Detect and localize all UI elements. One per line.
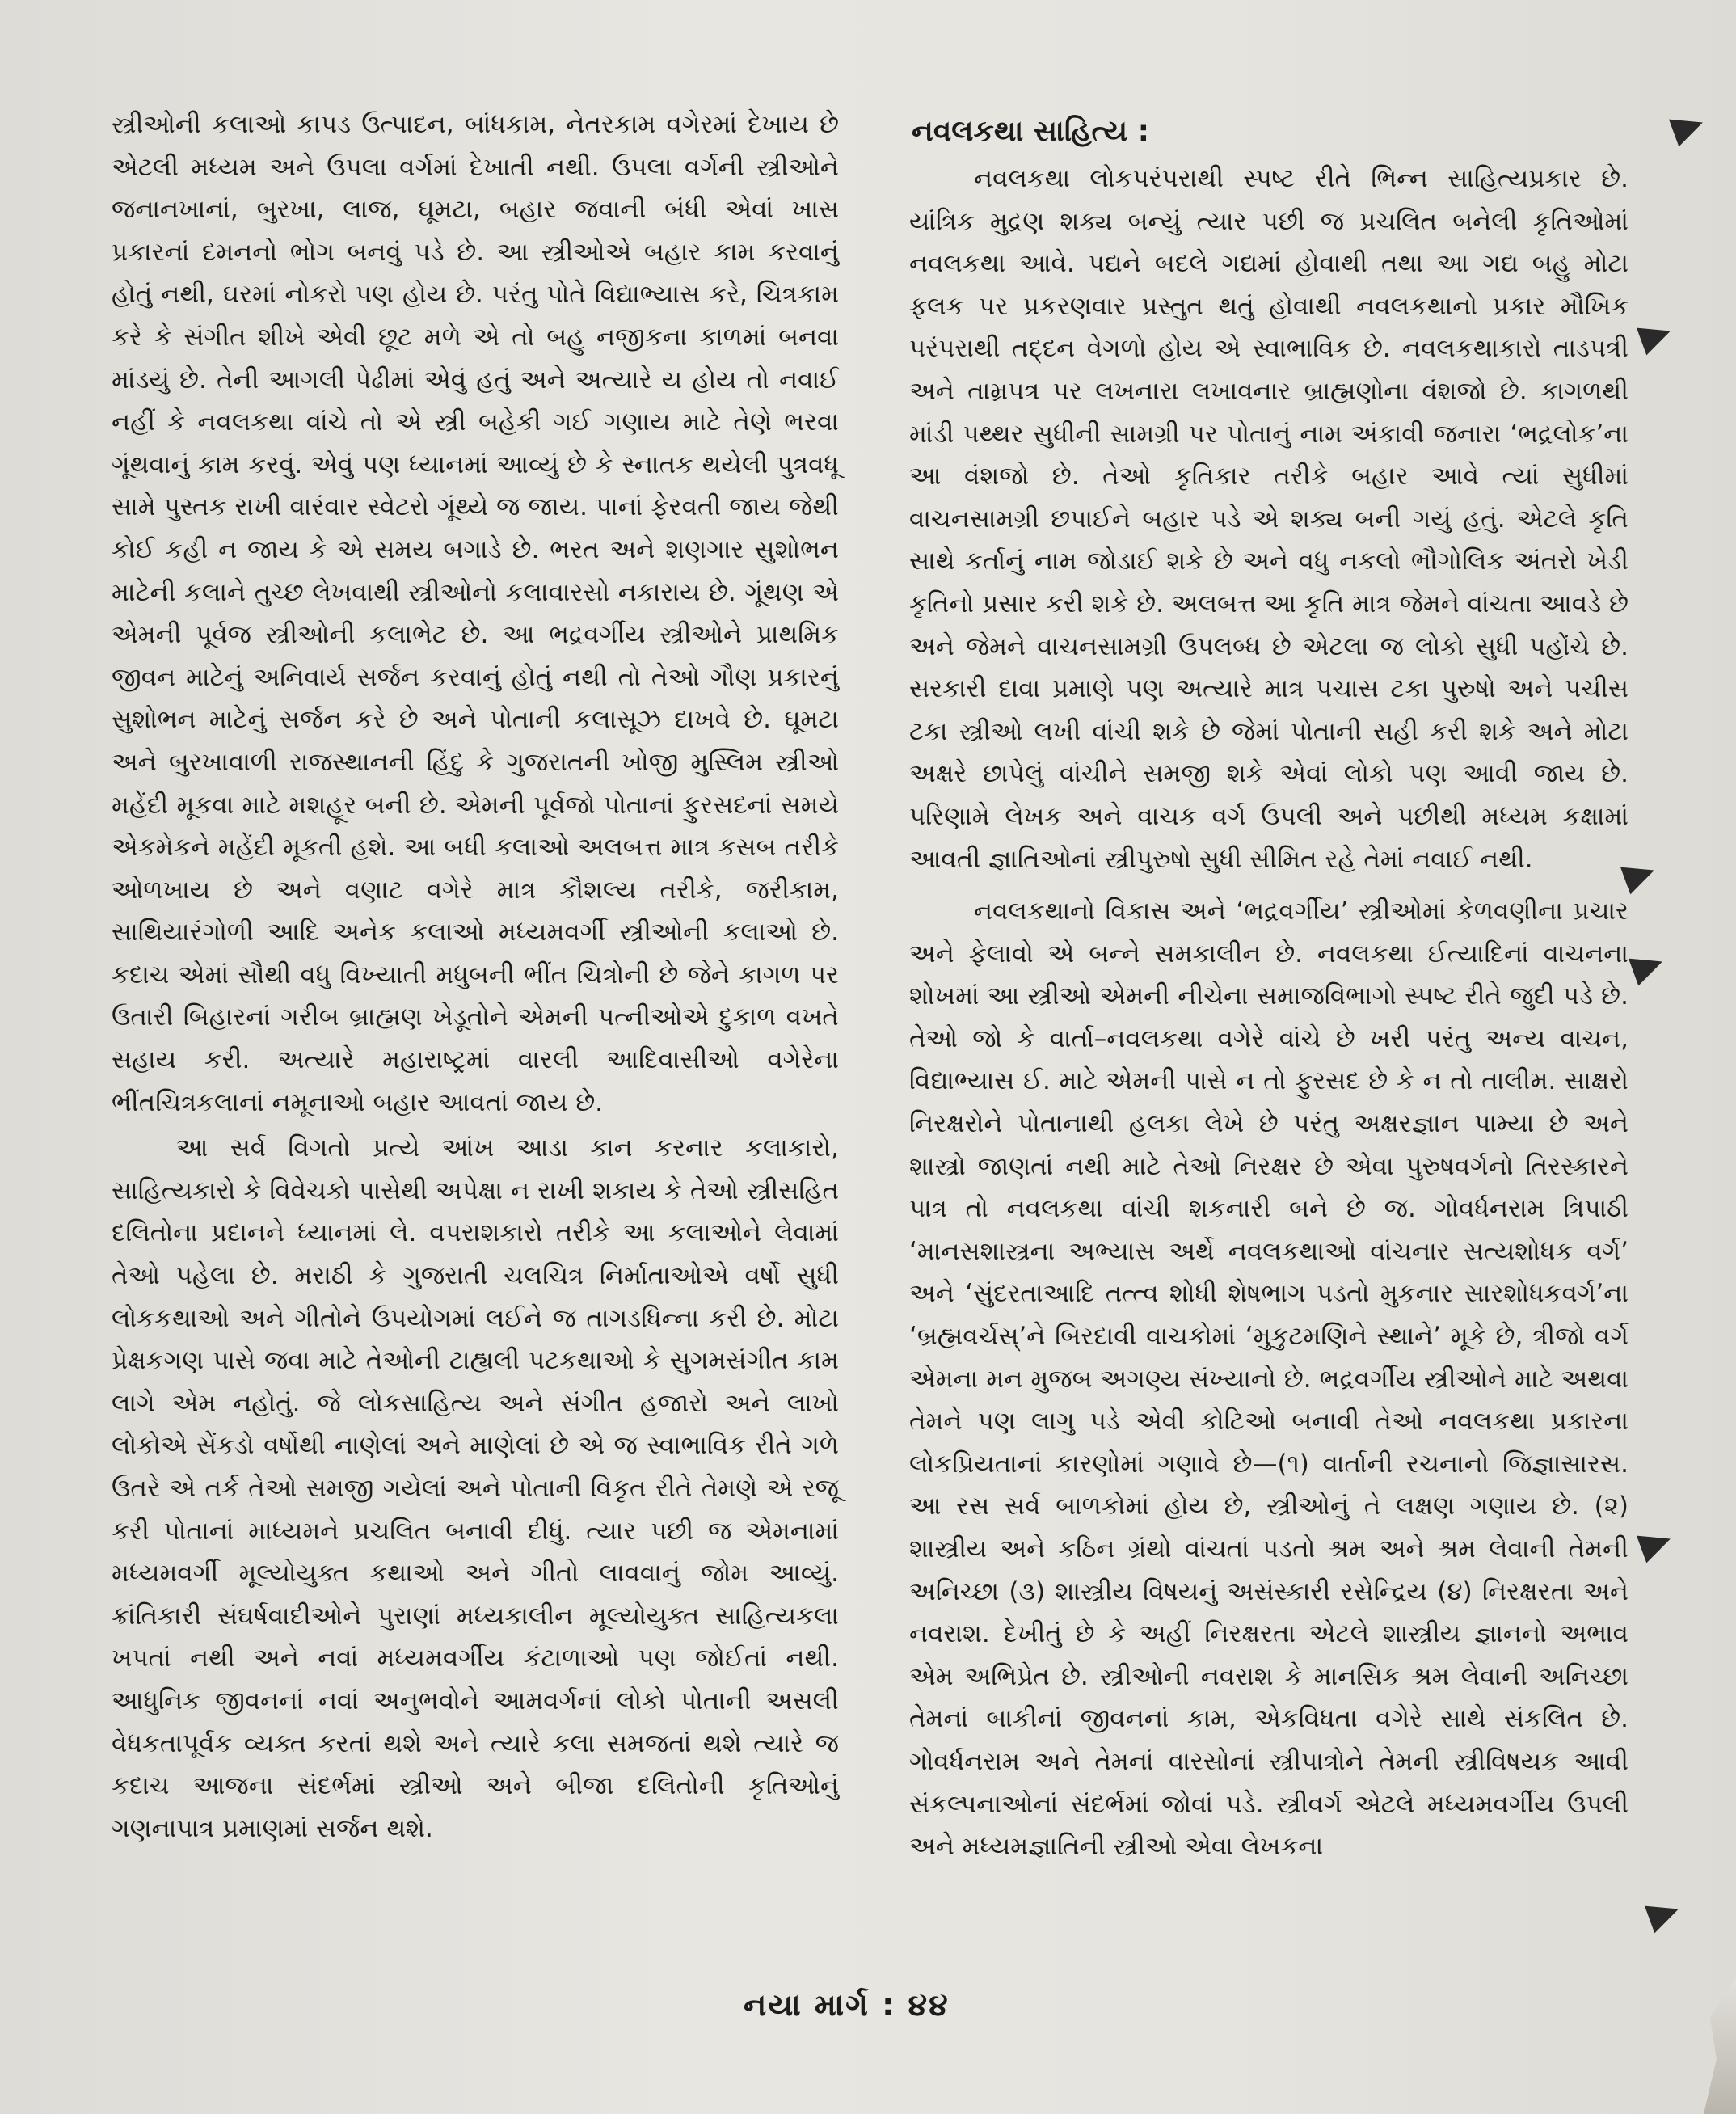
left-paragraph-2: આ સર્વ વિગતો પ્રત્યે આંખ આડા કાન કરનાર કલાકારો, સાહિત્યકારો કે વિવેચકો પાસેથી અપેક્ષા ન રાખી શકાય કે તેઓ સ્ત્રીસહિત દલિતોના પ્રદાનને ધ્યાનમાં લે. વપરાશકારો તરીકે આ કલાઓને લેવામાં તેઓ પહેલા છે. મરાઠી કે ગુજરાતી ચલચિત્ર નિર્માતાઓએ વર્ષો સુધી લોકકથાઓ અને ગીતોને ઉપયોગમાં લઈને જ તાગડધિન્ના કરી છે. મોટા પ્રેક્ષકગણ પાસે જવા માટે તેઓની ટાહ્યલી પટકથાઓ કે સુગમસંગીત કામ લાગે એમ નહોતું. જે લોકસાહિત્ય અને સંગીત હજારો અને લાખો લોકોએ સેંકડો વર્ષોથી નાણેલાં અને માણેલાં છે એ જ સ્વાભાવિક રીતે ગળે ઉતરે એ તર્ક તેઓ સમજી ગયેલાં અને પોતાની વિકૃત રીતે તેમણે એ રજૂ કરી પોતાનાં માધ્યમને પ્રચલિત બનાવી દીધું. ત્યાર પછી જ એમનામાં મધ્યમવર્ગી મૂલ્યોયુક્ત કથાઓ અને ગીતો લાવવાનું જોમ આવ્યું. ક્રાંતિકારી સંઘર્ષવાદીઓને પુરાણાં મધ્યકાલીન મૂલ્યોયુક્ત સાહિત્યકલા ખપતાં નથી અને નવાં મધ્યમવર્ગીય કંટાળાઓ પણ જોઈતાં નથી. આધુનિક જીવનનાં નવાં અનુભવોને આમવર્ગનાં લોકો પોતાની અસલી વેધકતાપૂર્વક વ્યક્ત કરતાં થશે અને ત્યારે કલા સમજતાં થશે ત્યારે જ કદાચ આજના સંદર્ભમાં સ્ત્રીઓ અને બીજા દલિતોની કૃતિઓનું ગણનાપાત્ર પ્રમાણમાં સર્જન થશે. [112, 1133, 839, 1843]
section-heading: નવલકથા સાહિત્ય : [912, 115, 1150, 148]
page-footer: નયા માર્ગ : ૪૪ [744, 1987, 950, 2023]
right-paragraph-2: નવલકથાનો વિકાસ અને ‘ભદ્રવર્ગીય’ સ્ત્રીઓમાં કેળવણીના પ્રચાર અને ફેલાવો એ બન્ને સમકાલીન છે. નવલકથા ઈત્યાદિનાં વાચનના શોખમાં આ સ્ત્રીઓ એમની નીચેના સમાજવિભાગો સ્પષ્ટ રીતે જુદી પડે છે. તેઓ જો કે વાર્તા–નવલકથા વગેરે વાંચે છે ખરી પરંતુ અન્ય વાચન, વિદ્યાભ્યાસ ઈ. માટે એમની પાસે ન તો ફુરસદ છે કે ન તો તાલીમ. સાક્ષરો નિરક્ષરોને પોતાનાથી હલકા લેખે છે પરંતુ અક્ષરજ્ઞાન પામ્યા છે અને શાસ્ત્રો જાણતાં નથી માટે તેઓ નિરક્ષર છે એવા પુરુષવર્ગનો તિરસ્કારને પાત્ર તો નવલકથા વાંચી શકનારી બને છે જ. ગોવર્ધનરામ ત્રિપાઠી ‘માનસશાસ્ત્રના અભ્યાસ અર્થે નવલકથાઓ વાંચનાર સત્યશોધક વર્ગ’ અને ‘સુંદરતાઆદિ તત્ત્વ શોધી શેષભાગ પડતો મુકનાર સારશોધકવર્ગ’ના ‘બ્રહ્મવર્ચસ્’ને બિરદાવી વાચકોમાં ‘મુકુટમણિને સ્થાને’ મૂકે છે, ત્રીજો વર્ગ એમના મન મુજબ અગણ્ય સંખ્યાનો છે. ભદ્રવર્ગીય સ્ત્રીઓને માટે અથવા તેમને પણ લાગુ પડે એવી કોટિઓ બનાવી તેઓ નવલકથા પ્રકારના લોકપ્રિયતાનાં કારણોમાં ગણાવે છે—(૧) વાર્તાની રચનાનો જિજ્ઞાસારસ. આ રસ સર્વ બાળકોમાં હોય છે, સ્ત્રીઓનું તે લક્ષણ ગણાય છે. (૨) શાસ્ત્રીય અને કઠિન ગ્રંથો વાંચતાં પડતો શ્રમ અને શ્રમ લેવાની તેમની અનિચ્છા (૩) શાસ્ત્રીય વિષયનું અસંસ્કારી રસેન્દ્રિય (૪) નિરક્ષરતા અને નવરાશ. દેખીતું છે કે અહીં નિરક્ષરતા એટલે શાસ્ત્રીય જ્ઞાનનો અભાવ એમ અભિપ્રેત છે. સ્ત્રીઓની નવરાશ કે માનસિક શ્રમ લેવાની અનિચ્છા તેમનાં બાકીનાં જીવનનાં કામ, એકવિધતા વગેરે સાથે સંકલિત છે. ગોવર્ધનરામ અને તેમનાં વારસોનાં સ્ત્રીપાત્રોને તેમની સ્ત્રીવિષયક આવી સંકલ્પનાઓનાં સંદર્ભમાં જોવાં પડે. સ્ત્રીવર્ગ એટલે મધ્યમવર્ગીય ઉપલી અને મધ્યમજ્ઞાતિની સ્ત્રીઓ એવા લેખકના [909, 897, 1629, 1862]
left-column [112, 103, 839, 1850]
punch-hole-mark [1669, 109, 1708, 147]
punch-hole-mark [1645, 1896, 1683, 1934]
punch-hole-mark [1629, 948, 1667, 986]
punch-hole-mark [1637, 318, 1675, 356]
left-paragraph-1: સ્ત્રીઓની કલાઓ કાપડ ઉત્પાદન, બાંધકામ, નેતરકામ વગેરમાં દેખાય છે એટલી મધ્યમ અને ઉપલા વર્ગમાં દેખાતી નથી. ઉપલા વર્ગની સ્ત્રીઓને જનાનખાનાં, બુરખા, લાજ, ઘૂમટા, બહાર જવાની બંધી એવાં ખાસ પ્રકારનાં દમનનો ભોગ બનવું પડે છે. આ સ્ત્રીઓએ બહાર કામ કરવાનું હોતું નથી, ઘરમાં નોકરો પણ હોય છે. પરંતુ પોતે વિદ્યાભ્યાસ કરે, ચિત્રકામ કરે કે સંગીત શીખે એવી છૂટ મળે એ તો બહુ નજીકના કાળમાં બનવા માંડયું છે. તેની આગલી પેઢીમાં એવું હતું અને અત્યારે ય હોય તો નવાઈ નહીં કે નવલકથા વાંચે તો એ સ્ત્રી બહેકી ગઈ ગણાય માટે તેણે ભરવા ગૂંથવાનું કામ કરવું. એવું પણ ધ્યાનમાં આવ્યું છે કે સ્નાતક થયેલી પુત્રવધૂ સામે પુસ્તક રાખી વારંવાર સ્વેટરો ગૂંથ્યે જ જાય. પાનાં ફેરવતી જાય જેથી કોઈ કહી ન જાય કે એ સમય બગાડે છે. ભરત અને શણગાર સુશોભન માટેની કલાને તુચ્છ લેખવાથી સ્ત્રીઓનો કલાવારસો નકારાય છે. ગૂંથણ એ એમની પૂર્વજ સ્ત્રીઓની કલાભેટ છે. આ ભદ્રવર્ગીય સ્ત્રીઓને પ્રાથમિક જીવન માટેનું અનિવાર્ય સર્જન કરવાનું હોતું નથી તો તેઓ ગૌણ પ્રકારનું સુશોભન માટેનું સર્જન કરે છે અને પોતાની કલાસૂઝ દાખવે છે. ઘૂમટા અને બુરખાવાળી રાજસ્થાનની હિંદુ કે ગુજરાતની ખોજી મુસ્લિમ સ્ત્રીઓ મહેંદી મૂકવા માટે મશહૂર બની છે. એમની પૂર્વજો પોતાનાં ફુરસદનાં સમયે એકમેકને મહેંદી મૂકતી હશે. આ બધી કલાઓ અલબત્ત માત્ર કસબ તરીકે ઓળખાય છે અને વણાટ વગેરે માત્ર કૌશલ્ય તરીકે, જરીકામ, સાથિયારંગોળી આદિ અનેક કલાઓ મધ્યમવર્ગી સ્ત્રીઓની કલાઓ છે. કદાચ એમાં સૌથી વધુ વિખ્યાતી મધુબની ભીંત ચિત્રોની છે જેને કાગળ પર ઉતારી બિહારનાં ગરીબ બ્રાહ્મણ ખેડૂતોને એમની પત્નીઓએ દુકાળ વખતે સહાય કરી. અત્યારે મહારાષ્ટ્રમાં વારલી આદિવાસીઓ વગેરેના ભીંતચિત્રકલાનાં નમૂનાઓ બહાર આવતાં જાય છે. [112, 110, 839, 1117]
right-paragraph-1: નવલકથા લોકપરંપરાથી સ્પષ્ટ રીતે ભિન્ન સાહિત્યપ્રકાર છે. યાંત્રિક મુદ્રણ શક્ય બન્યું ત્યાર પછી જ પ્રચલિત બનેલી કૃતિઓમાં નવલકથા આવે. પદ્યને બદલે ગદ્યમાં હોવાથી તથા આ ગદ્ય બહુ મોટા ફલક પર પ્રકરણવાર પ્રસ્તુત થતું હોવાથી નવલકથાનો પ્રકાર મૌખિક પરંપરાથી તદ્દન વેગળો હોય એ સ્વાભાવિક છે. નવલકથાકારો તાડપત્રી અને તામ્રપત્ર પર લખનારા લખાવનાર બ્રાહ્મણોના વંશજો છે. કાગળથી માંડી પથ્થર સુધીની સામગ્રી પર પોતાનું નામ અંકાવી જનારા ‘ભદ્રલોક’ના આ વંશજો છે. તેઓ કૃતિકાર તરીકે બહાર આવે ત્યાં સુધીમાં વાચનસામગ્રી છપાઈને બહાર પડે એ શક્ય બની ગયું હતું. એટલે કૃતિ સાથે કર્તાનું નામ જોડાઈ શકે છે અને વધુ નકલો ભૌગોલિક અંતરો ખેડી કૃતિનો પ્રસાર કરી શકે છે. અલબત્ત આ કૃતિ માત્ર જેમને વાંચતા આવડે છે અને જેમને વાચનસામગ્રી ઉપલબ્ધ છે એટલા જ લોકો સુધી પહોંચે છે. સરકારી દાવા પ્રમાણે પણ અત્યારે માત્ર પચાસ ટકા પુરુષો અને પચીસ ટકા સ્ત્રીઓ લખી વાંચી શકે છે જેમાં પોતાની સહી કરી શકે અને મોટા અક્ષરે છાપેલું વાંચીને સમજી શકે એવાં લોકો પણ આવી જાય છે. પરિણામે લેખક અને વાચક વર્ગ ઉપલી અને પછીથી મધ્યમ કક્ષામાં આવતી જ્ઞાતિઓનાં સ્ત્રીપુરુષો સુધી સીમિત રહે તેમાં નવાઈ નથી. [909, 164, 1629, 874]
punch-hole-mark [1637, 1525, 1675, 1563]
torn-corner [1704, 1977, 1736, 2114]
right-column [909, 158, 1629, 1868]
